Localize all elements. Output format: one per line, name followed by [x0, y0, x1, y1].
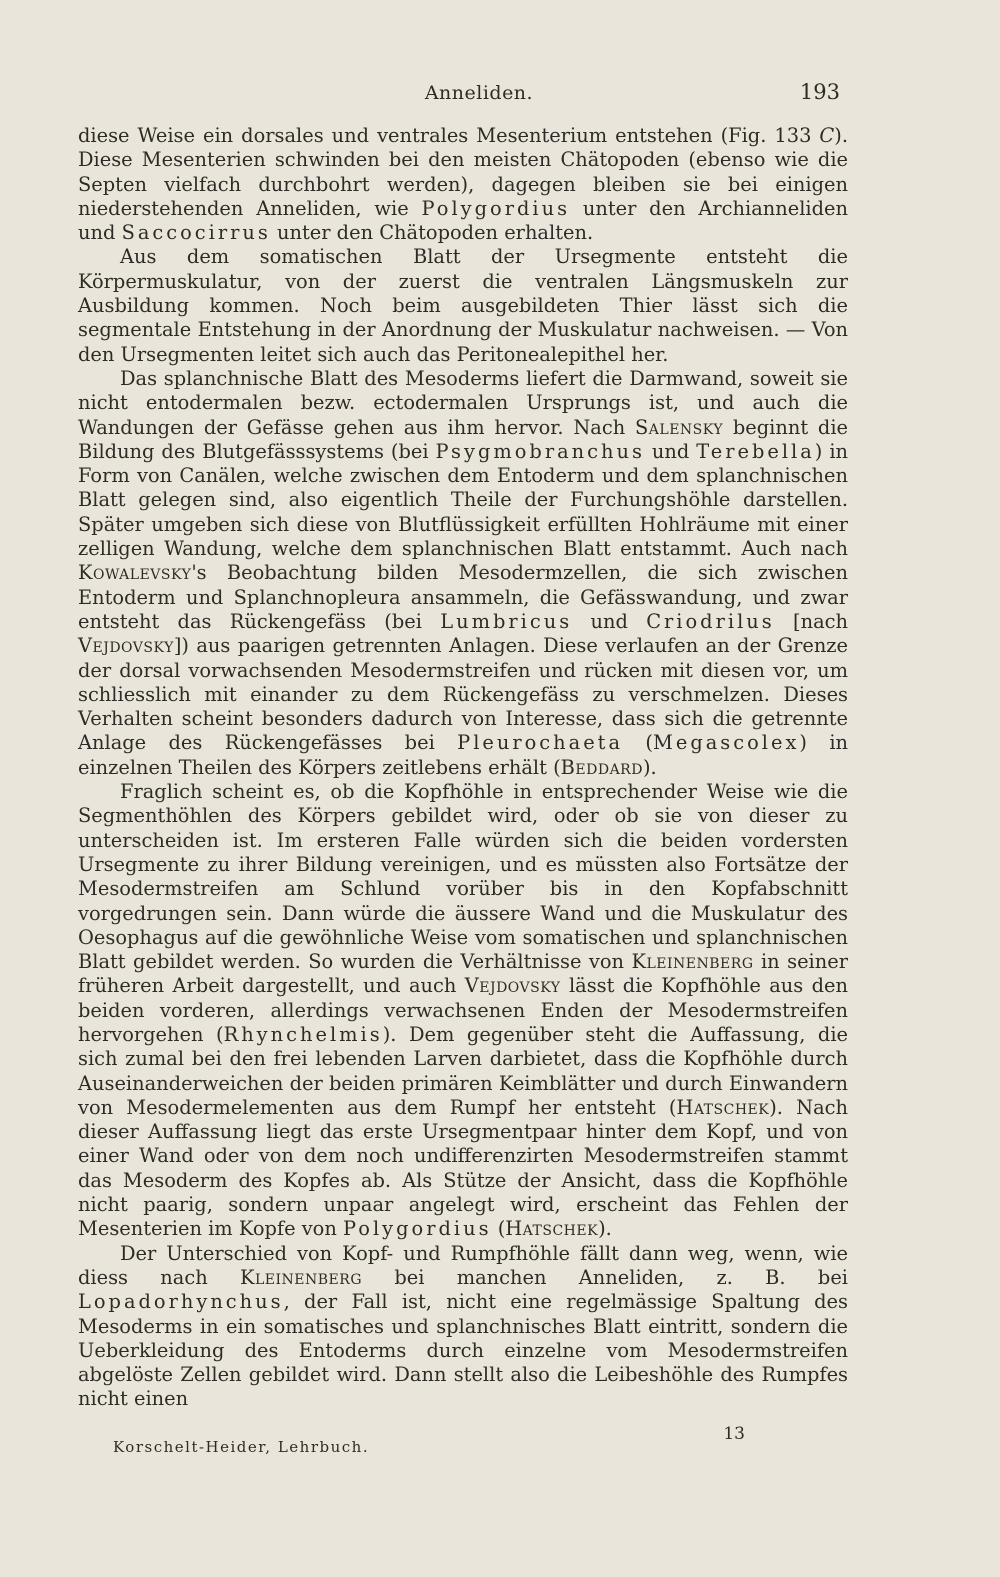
text-run: 's Beobachtung bilden Mesodermzellen, die sich zwischen Entoderm und Splanchnopleura ansammeln, die Gefässwandung, und zwar entsteht das Rückengefäss (bei [78, 561, 848, 633]
text-run: , der Fall ist, nicht eine regelmässige Spaltung des Mesoderms in ein somatisches und splanchnisches Blatt eintritt, sondern die Ueberkleidung des Entoderms durch einzelne vom Mesodermstreifen abgelöste Zellen gebildet wird. Dann stellt also die Leibeshöhle des Rumpfes nicht einen [78, 1290, 848, 1411]
text-run: beginnt die Bildung des Blutgefässsystems (bei [78, 415, 848, 463]
taxon-name: Lopadorhynchus [78, 1290, 284, 1314]
sheet-signature: 13 [723, 1424, 745, 1444]
paragraph [78, 124, 848, 245]
taxon-name: Polygordius [421, 196, 571, 220]
taxon-name: Saccocirrus [121, 221, 271, 245]
text-run: [nach [774, 609, 848, 633]
text-run: ) in Form von Canälen, welche zwischen dem Entoderm und dem splanchnischen Blatt gelegen sind, also eigentlich Theile der Furchungshöhle darstellen. Später umgeben sich diese von Blutflüssigkeit erfüllten Hohlräume mit einer zelligen Wandung, welche dem splanchnischen Blatt entstammt. Auch nach [78, 439, 849, 561]
author-name: Kleinenberg [631, 950, 754, 974]
text-run: ). Dem gegenüber steht die Auffassung, die sich zumal bei den frei lebenden Larven darbietet, dass die Kopfhöhle durch Auseinanderweichen der beiden primären Keimblätter und durch Einwandern von Mesodermelementen aus dem Rumpf her entsteht ( [78, 1022, 848, 1119]
body-text [78, 124, 848, 1412]
taxon-name: Pleurochaeta [457, 731, 624, 755]
text-run: Aus dem somatischen Blatt der Ursegmente entsteht die Körpermuskulatur, von der zuerst die ventralen Längsmuskeln zur Ausbildung kommen. Noch beim ausgebildeten Thier lässt sich die segmentale Entstehung in der Anordnung der Muskulatur nachweisen. — Von den Ursegmenten leitet sich auch das Peritonealepithel her. [78, 245, 848, 366]
author-name: Vejdovsky [78, 634, 174, 658]
paragraph [78, 780, 848, 1242]
figure-ref: C [819, 124, 835, 147]
taxon-name: Megascolex [652, 731, 800, 755]
paragraph [78, 245, 848, 366]
paragraph [78, 1242, 848, 1412]
text-run: ( [623, 731, 653, 755]
author-name: Vejdovsky [464, 974, 561, 998]
paragraph [78, 367, 848, 780]
running-head [78, 80, 840, 104]
taxon-name: Psygmobranchus [435, 439, 645, 463]
text-run: Fraglich scheint es, ob die Kopfhöhle in entsprechender Weise wie die Segmenthöhlen des Körpers gebildet wird, oder ob sie von dieser zu unterscheiden ist. Im ersteren Falle würden sich die beiden vordersten Ursegmente zu ihrer Bildung vereinigen, und es müssten also Fortsätze der Mesodermstreifen am Schlund vorüber bis in den Kopfabschnitt vorgedrungen sein. Dann würde die äussere Wand und die Muskulatur des Oesophagus auf die gewöhnliche Weise vom somatischen und splanchnischen Blatt gebildet werden. So wurden die Verhältnisse von [78, 780, 848, 974]
taxon-name: Lumbricus [440, 609, 573, 633]
text-run: Das splanchnische Blatt des Mesoderms liefert die Darmwand, soweit sie nicht entodermalen bezw. ectodermalen Ursprungs ist, und auch die Wandungen der Gefässe gehen aus ihm hervor. Nach [78, 366, 848, 439]
text-run: ). [642, 755, 657, 779]
text-run: ). Nach dieser Auffassung liegt das erste Ursegmentpaar hinter dem Kopf, und von einer Wand oder von dem noch undifferenzirten Mesodermstreifen stammt das Mesoderm des Kopfes ab. Als Stütze der Ansicht, dass die Kopfhöhle nicht paarig, sondern unpaar angelegt wird, erscheint das Fehlen der Mesenterien im Kopfe von [78, 1095, 848, 1241]
taxon-name: Polygordius [343, 1217, 492, 1241]
text-run: ( [491, 1217, 506, 1241]
author-name: Kleinenberg [240, 1265, 363, 1289]
taxon-name: Rhynchelmis [223, 1022, 383, 1046]
text-run: unter den Archianneliden und [78, 196, 848, 245]
text-run: ) in einzelnen Theilen des Körpers zeitlebens erhält ( [78, 731, 849, 779]
text-run: Der Unterschied von Kopf- und Rumpfhöhle fällt dann weg, wenn, wie diess nach [78, 1241, 848, 1289]
author-name: Salensky [635, 415, 724, 439]
author-name: Hatschek [676, 1095, 770, 1119]
taxon-name: Criodrilus [646, 609, 775, 633]
text-run: und [572, 609, 647, 633]
running-title: Anneliden. [424, 82, 534, 104]
text-run: ). [598, 1217, 612, 1241]
text-run: und [644, 439, 697, 463]
author-name: Hatschek [505, 1217, 599, 1241]
text-run: diese Weise ein dorsales und ventrales Mesenterium entstehen (Fig. 133 [78, 124, 820, 147]
text-run: lässt die Kopfhöhle aus den beiden vorderen, allerdings verwachsenen Enden der Mesodermstreifen hervorgehen ( [78, 974, 848, 1046]
text-run: unter den Chätopoden erhalten. [270, 221, 594, 245]
author-name: Kowalevsky [78, 561, 192, 585]
text-run: ). Diese Mesenterien schwinden bei den meisten Chätopoden (ebenso wie die Septen vielfach durchbohrt werden), dagegen bleiben sie bei einigen niederstehenden Anneliden, wie [78, 124, 848, 220]
text-run: in seiner früheren Arbeit dargestellt, und auch [78, 950, 848, 998]
taxon-name: Terebella [696, 439, 815, 463]
text-run: bei manchen Anneliden, z. B. bei [362, 1265, 848, 1289]
text-run: ]) aus paarigen getrennten Anlagen. Diese verlaufen an der Grenze der dorsal vorwachsenden Mesodermstreifen und rücken mit diesen vor, um schliesslich mit einander zu dem Rückengefäss zu verschmelzen. Dieses Verhalten scheint besonders dadurch von Interesse, dass sich die getrennte Anlage des Rückengefässes bei [78, 634, 848, 755]
page-footer [113, 1424, 840, 1456]
page-number: 193 [799, 80, 840, 104]
book-title: Korschelt-Heider, Lehrbuch. [113, 1438, 370, 1456]
author-name: Beddard [560, 755, 643, 779]
